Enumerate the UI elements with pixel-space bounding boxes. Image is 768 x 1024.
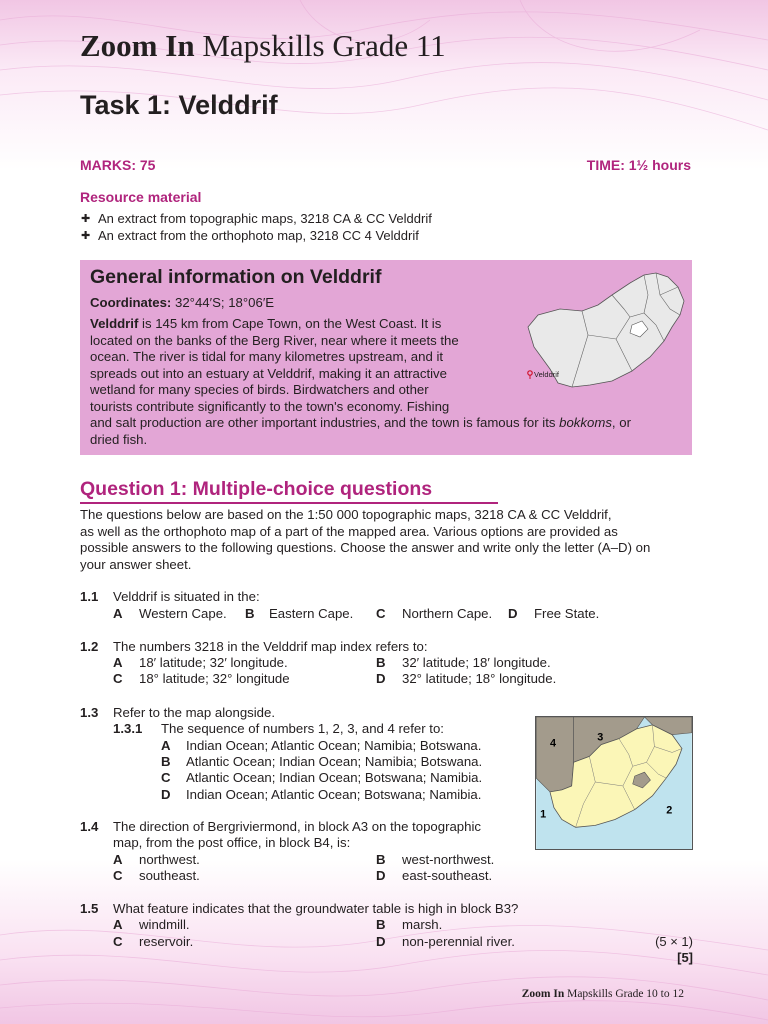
- option-letter: B: [376, 655, 386, 670]
- option-letter: A: [161, 738, 171, 753]
- option-text: non-perennial river.: [402, 934, 515, 949]
- option-row: [113, 671, 290, 686]
- resource-list: [80, 211, 432, 244]
- option-text: Northern Cape.: [402, 606, 493, 621]
- option-text: 32′ latitude; 18′ longitude.: [402, 655, 551, 670]
- option-letter: D: [508, 606, 518, 621]
- question-1-1: [80, 589, 260, 604]
- option-text: Western Cape.: [139, 606, 227, 621]
- intro-line: The questions below are based on the 1:50 000 topographic maps, 3218 CA & CC Velddrif,: [80, 507, 612, 522]
- question-1-3-1: [113, 721, 444, 736]
- resource-item-text: An extract from the orthophoto map, 3218 CC 4 Velddrif: [98, 227, 419, 243]
- page-footer: [522, 988, 684, 1000]
- bullet-icon: ✚: [81, 213, 91, 225]
- option-row: [161, 738, 481, 753]
- option-text: Eastern Cape.: [269, 606, 354, 621]
- info-line: dried fish.: [90, 431, 148, 447]
- question-number: 1.5: [80, 901, 99, 916]
- question-number: 1.3: [80, 705, 99, 720]
- option-row: [376, 934, 515, 949]
- info-italic: bokkoms: [559, 415, 612, 430]
- question-text-line: map, from the post office, in block B4, is:: [113, 835, 351, 850]
- option-letter: B: [376, 852, 386, 867]
- info-line: located on the banks of the Berg River, near where it meets the: [90, 332, 459, 348]
- map-label-2: 2: [666, 804, 673, 817]
- book-title: [80, 28, 446, 64]
- south-africa-map: [520, 265, 690, 405]
- option-letter: C: [113, 868, 123, 883]
- option-letter: D: [376, 934, 386, 949]
- footer-bold: Zoom In: [521, 988, 565, 1000]
- option-text: reservoir.: [139, 934, 194, 949]
- question1-intro: [80, 507, 695, 573]
- map-velddrif-label: Velddrif: [534, 370, 560, 379]
- option-letter: A: [113, 655, 123, 670]
- marks-formula: (5 × 1): [655, 934, 693, 949]
- question-number: 1.1: [80, 589, 99, 604]
- resource-item: [80, 211, 432, 228]
- option-row: [161, 787, 481, 802]
- option-row: [376, 852, 494, 867]
- option-letter: D: [376, 868, 386, 883]
- info-heading: General information on Velddrif: [90, 266, 382, 288]
- question-text: What feature indicates that the groundwater table is high in block B3?: [113, 901, 519, 916]
- marks-label: MARKS: 75: [80, 157, 156, 173]
- option-letter: D: [376, 671, 386, 686]
- info-line: ocean. The river is tidal for many kilometres upstream, and it: [90, 349, 444, 364]
- task-title: Task 1: Velddrif: [80, 90, 278, 120]
- option-text: Free State.: [534, 606, 600, 621]
- footer-rest: Mapskills Grade 10 to 12: [567, 988, 684, 1000]
- question-text: Refer to the map alongside.: [113, 705, 276, 720]
- info-line: tourists contribute significantly to the town's economy. Fishing: [90, 398, 450, 414]
- coordinates-label: Coordinates:: [90, 295, 172, 310]
- option-text: 18° latitude; 32° longitude: [139, 671, 290, 686]
- question-number: 1.3.1: [113, 721, 143, 736]
- resource-item: [80, 228, 432, 245]
- option-row: [113, 934, 193, 949]
- map-label-3: 3: [597, 731, 604, 744]
- option-row: [113, 917, 190, 932]
- option-letter: C: [113, 934, 123, 949]
- option-text: windmill.: [139, 917, 190, 932]
- question-number: 1.4: [80, 819, 99, 834]
- question-text: Velddrif is situated in the:: [113, 589, 260, 604]
- option-row: [376, 917, 442, 932]
- question-1-2: [80, 639, 427, 654]
- option-text: 18′ latitude; 32′ longitude.: [139, 655, 288, 670]
- option-letter: C: [113, 671, 123, 686]
- marks-total: [5]: [677, 950, 693, 965]
- coordinates: [90, 295, 274, 310]
- resource-heading: Resource material: [80, 189, 202, 205]
- option-text: east-southeast.: [402, 868, 493, 883]
- option-text: Atlantic Ocean; Indian Ocean; Namibia; Botswana.: [186, 754, 483, 769]
- question-1-3: [80, 705, 275, 720]
- question1-heading: Question 1: Multiple-choice questions: [80, 478, 433, 500]
- option-text: southeast.: [139, 868, 200, 883]
- option-row: [376, 868, 492, 883]
- intro-line: your answer sheet.: [80, 556, 192, 572]
- region-map: [535, 716, 693, 850]
- question-1-4: [80, 819, 481, 834]
- resource-item-text: An extract from topographic maps, 3218 CA & CC Velddrif: [98, 211, 432, 226]
- option-text: northwest.: [139, 852, 200, 867]
- book-title-rest: Mapskills Grade 11: [202, 28, 446, 63]
- option-text: Atlantic Ocean; Indian Ocean; Botswana; Namibia.: [186, 770, 483, 785]
- bullet-icon: ✚: [81, 229, 91, 242]
- option-letter: B: [161, 754, 171, 769]
- info-line: wetland for many species of birds. Birdwatchers and other: [90, 382, 429, 397]
- heading-rule: [80, 502, 498, 504]
- question-text: The numbers 3218 in the Velddrif map index refers to:: [113, 639, 428, 654]
- option-row: [113, 655, 288, 670]
- info-line: is 145 km from Cape Town, on the West Coast. It is: [138, 316, 442, 331]
- option-letter: A: [113, 917, 123, 932]
- map-label-4: 4: [549, 737, 557, 750]
- option-letter: C: [161, 770, 171, 785]
- option-row: [161, 770, 482, 785]
- option-row: [161, 754, 482, 769]
- time-label: TIME: 1½ hours: [586, 157, 691, 173]
- info-line: and salt production are other important industries, and the town is famous for its: [90, 415, 560, 430]
- question-1-5: [80, 901, 518, 916]
- option-row: [113, 852, 200, 867]
- option-letter: B: [245, 606, 255, 621]
- option-letter: B: [376, 917, 386, 932]
- info-para-bold: Velddrif: [90, 316, 139, 331]
- info-box: [80, 260, 692, 455]
- option-text: marsh.: [402, 917, 443, 932]
- map-label-1: 1: [540, 808, 547, 821]
- option-row: [113, 868, 200, 883]
- option-letter: A: [113, 852, 123, 867]
- info-line: spreads out into an estuary at Velddrif, making it an attractive: [90, 365, 447, 381]
- info-line: , or: [611, 415, 631, 430]
- option-text: west-northwest.: [402, 852, 495, 867]
- intro-line: as well as the orthophoto map of a part of the mapped area. Various options are provided as: [80, 523, 618, 539]
- option-letter: C: [376, 606, 386, 621]
- option-letter: D: [161, 787, 171, 802]
- option-row: [376, 655, 551, 670]
- book-title-bold: Zoom In: [80, 28, 195, 63]
- option-text: Indian Ocean; Atlantic Ocean; Botswana; Namibia.: [186, 787, 482, 802]
- question-text: The direction of Bergriviermond, in block A3 on the topographic: [113, 819, 481, 834]
- option-text: 32° latitude; 18° longitude.: [402, 671, 557, 686]
- coordinates-value: 32°44′S; 18°06′E: [175, 295, 275, 310]
- question-text: The sequence of numbers 1, 2, 3, and 4 refer to:: [161, 721, 444, 736]
- option-text: Indian Ocean; Atlantic Ocean; Namibia; Botswana.: [186, 738, 482, 753]
- option-row: [376, 671, 556, 686]
- option-letter: A: [113, 606, 123, 621]
- intro-line: possible answers to the following questions. Choose the answer and write only the letter (A–D) on: [80, 540, 651, 555]
- options-1-1: [113, 606, 599, 621]
- question-number: 1.2: [80, 639, 99, 654]
